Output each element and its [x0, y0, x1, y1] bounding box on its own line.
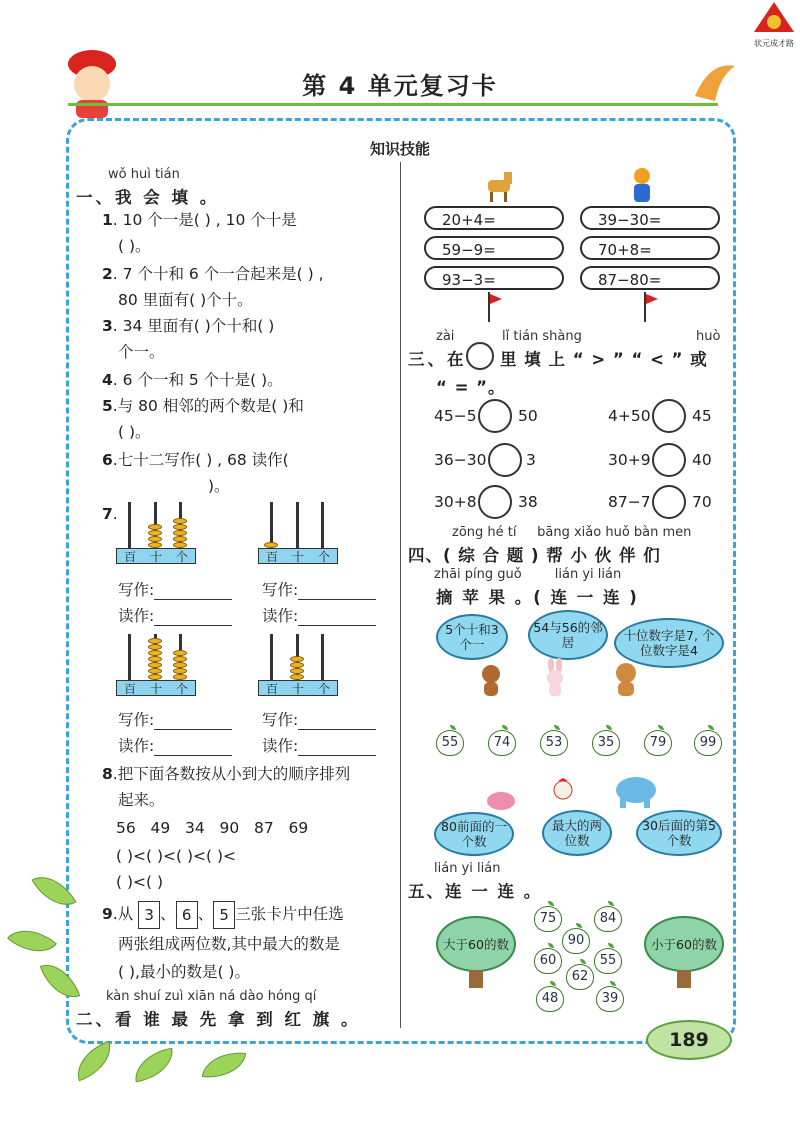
bird-icon: [484, 786, 518, 812]
red-flag-icon: [486, 292, 506, 322]
q6-line2: )。: [208, 477, 230, 495]
part2-heading: 二、看 谁 最 先 拿 到 红 旗 。: [76, 1010, 361, 1029]
part3-heading-a: 三、在: [408, 350, 467, 369]
part3-pinyin-1: zài: [436, 329, 455, 344]
abacus-2: 百 十 个: [258, 502, 338, 566]
column-divider: [400, 162, 401, 1028]
part4-heading-1: 四、( 综 合 题 ) 帮 小 伙 伴 们: [408, 546, 661, 565]
apple-90[interactable]: 90: [562, 928, 590, 954]
q1-num: 1: [102, 211, 113, 229]
cmp-4-circle[interactable]: [652, 443, 686, 477]
q9-line3: ( ),最小的数是( )。: [118, 963, 250, 981]
cmp-2-circle[interactable]: [652, 399, 686, 433]
apple-53[interactable]: 53: [540, 730, 568, 756]
q3: [102, 316, 274, 336]
monkey-icon: [612, 662, 640, 698]
q8-line2: 起来。: [118, 791, 165, 809]
tree-left-label: 大于60的数: [436, 916, 516, 972]
q8-blanks-2: ( )<( ): [116, 873, 164, 891]
q7-num: 7: [102, 505, 113, 523]
flag-right-3: 87−80=: [580, 266, 720, 290]
bubble-bottom-1: 80前面的一个数: [434, 812, 514, 856]
q1-text-a: . 10 个一是( ) , 10 个十是: [112, 211, 297, 229]
bubble-top-2: 54与56的邻居: [528, 610, 608, 660]
q3-num: 3: [102, 317, 113, 335]
write-4: 写作:: [262, 710, 376, 730]
abacus-3: 百 十 个: [116, 634, 196, 698]
tree-right-label: 小于60的数: [644, 916, 724, 972]
flag-right-2: 70+8=: [580, 236, 720, 260]
apple-84[interactable]: 84: [594, 906, 622, 932]
q5-line2: ( )。: [118, 423, 151, 441]
part1-pinyin: wǒ huì tián: [108, 167, 180, 182]
tree-less-than-60[interactable]: [644, 916, 724, 988]
part4-pinyin-1: zōng hé tí bāng xiǎo huǒ bàn men: [452, 525, 692, 540]
logo: [752, 0, 796, 48]
cmp-6-right: 70: [692, 493, 712, 511]
tiger-icon: [626, 166, 658, 204]
abacus-4: 百 十 个: [258, 634, 338, 698]
tree-greater-than-60[interactable]: [436, 916, 516, 988]
cmp-4-left: 30+9: [608, 451, 651, 469]
cmp-1-circle[interactable]: [478, 399, 512, 433]
apple-62[interactable]: 62: [566, 964, 594, 990]
part3-pinyin-3: huò: [696, 329, 721, 344]
rooster-icon: [548, 778, 578, 812]
bubble-bottom-3: 30后面的第5个数: [636, 810, 722, 856]
bubble-top-3: 十位数字是7, 个位数字是4: [614, 618, 724, 668]
read-2: 读作:: [262, 606, 376, 626]
abacus-1: 百 十 个: [116, 502, 196, 566]
q8-blanks-1: ( )<( )<( )<( )<: [116, 847, 237, 865]
q6: [102, 450, 289, 470]
q8: [102, 764, 350, 784]
section-title: 知识技能: [369, 140, 430, 158]
apple-48[interactable]: 48: [536, 986, 564, 1012]
q5-num: 5: [102, 397, 113, 415]
card-5: 5: [213, 901, 235, 929]
cmp-6-circle[interactable]: [652, 485, 686, 519]
q2-num: 2: [102, 265, 113, 283]
cmp-3-left: 36−30: [434, 451, 487, 469]
page-number: 189: [646, 1020, 732, 1060]
q2-text-a: . 7 个十和 6 个一合起来是( ) ,: [112, 265, 324, 283]
q4-text: . 6 个一和 5 个十是( )。: [112, 371, 283, 389]
apple-75[interactable]: 75: [534, 906, 562, 932]
cmp-2-right: 45: [692, 407, 712, 425]
part1-heading: 一、我 会 填 。: [76, 188, 220, 207]
cmp-4-right: 40: [692, 451, 712, 469]
card-6: 6: [176, 901, 198, 929]
q4: [102, 370, 283, 390]
bubble-top-1: 5个十和3个一: [436, 614, 508, 660]
title-rule: [68, 103, 718, 106]
flag-left-2: 59−9=: [424, 236, 564, 260]
part4-heading-2: 摘 苹 果 。( 连 一 连 ): [436, 588, 639, 607]
apple-55[interactable]: 55: [436, 730, 464, 756]
q1: [102, 210, 297, 230]
q9-line2: 两张组成两位数,其中最大的数是: [118, 935, 340, 953]
cmp-3-right: 3: [526, 451, 536, 469]
write-3: 写作:: [118, 710, 232, 730]
apple-55[interactable]: 55: [594, 948, 622, 974]
q9: 9.从 3 、 6 、 5 三张卡片中任选: [102, 900, 344, 929]
part3-pinyin-2: lǐ tián shàng: [502, 329, 582, 344]
apple-74[interactable]: 74: [488, 730, 516, 756]
rabbit-icon: [542, 658, 568, 698]
q8-text-a: .把下面各数按从小到大的顺序排列: [112, 765, 351, 783]
cmp-5-circle[interactable]: [478, 485, 512, 519]
q6-text-a: .七十二写作( ) , 68 读作(: [112, 451, 289, 469]
q3-line2: 个一。: [118, 343, 165, 361]
apple-35[interactable]: 35: [592, 730, 620, 756]
elephant-icon: [612, 774, 660, 810]
q5-text-a: .与 80 相邻的两个数是( )和: [112, 397, 304, 415]
red-flag-icon: [642, 292, 662, 322]
q3-text-a: . 34 里面有( )个十和( ): [112, 317, 275, 335]
q2: [102, 264, 324, 284]
page-title: 第 4 单元复习卡: [302, 72, 498, 100]
apple-60[interactable]: 60: [534, 948, 562, 974]
q8-numbers: 56 49 34 90 87 69: [116, 819, 309, 837]
part2-pinyin: kàn shuí zuì xiān ná dào hóng qí: [106, 989, 317, 1004]
part4-pinyin-2: zhāi píng guǒ lián yi lián: [434, 567, 622, 582]
card-3: 3: [138, 901, 160, 929]
part3-heading-b: 里 填 上 “ > ” “ < ” 或: [500, 350, 708, 369]
part5-heading: 五、连 一 连 。: [408, 882, 543, 901]
monkey-icon: [478, 664, 504, 698]
cmp-1-right: 50: [518, 407, 538, 425]
q9-num: 9: [102, 905, 113, 923]
apple-39[interactable]: 39: [596, 986, 624, 1012]
read-4: 读作:: [262, 736, 376, 756]
read-1: 读作:: [118, 606, 232, 626]
cmp-1-left: 45−5: [434, 407, 477, 425]
apple-99[interactable]: 99: [694, 730, 722, 756]
read-3: 读作:: [118, 736, 232, 756]
q5: [102, 396, 304, 416]
apple-79[interactable]: 79: [644, 730, 672, 756]
q1-line2: ( )。: [118, 237, 151, 255]
cmp-6-left: 87−7: [608, 493, 651, 511]
answer-circle: [466, 342, 494, 370]
q7: 7.: [102, 505, 118, 523]
q2-line2: 80 里面有( )个十。: [118, 291, 253, 309]
write-1: 写作:: [118, 580, 232, 600]
horse-icon: [484, 168, 518, 204]
cmp-3-circle[interactable]: [488, 443, 522, 477]
cmp-2-left: 4+50: [608, 407, 651, 425]
flag-left-1: 20+4=: [424, 206, 564, 230]
part3-heading-c: “ = ”。: [436, 378, 506, 397]
flag-left-3: 93−3=: [424, 266, 564, 290]
bubble-bottom-2: 最大的两位数: [542, 810, 612, 856]
flag-right-1: 39−30=: [580, 206, 720, 230]
q6-num: 6: [102, 451, 113, 469]
logo-text: 状元成才路: [754, 39, 794, 48]
cmp-5-right: 38: [518, 493, 538, 511]
write-2: 写作:: [262, 580, 376, 600]
part5-pinyin: lián yi lián: [434, 861, 501, 876]
q4-num: 4: [102, 371, 113, 389]
cmp-5-left: 30+8: [434, 493, 477, 511]
q8-num: 8: [102, 765, 113, 783]
